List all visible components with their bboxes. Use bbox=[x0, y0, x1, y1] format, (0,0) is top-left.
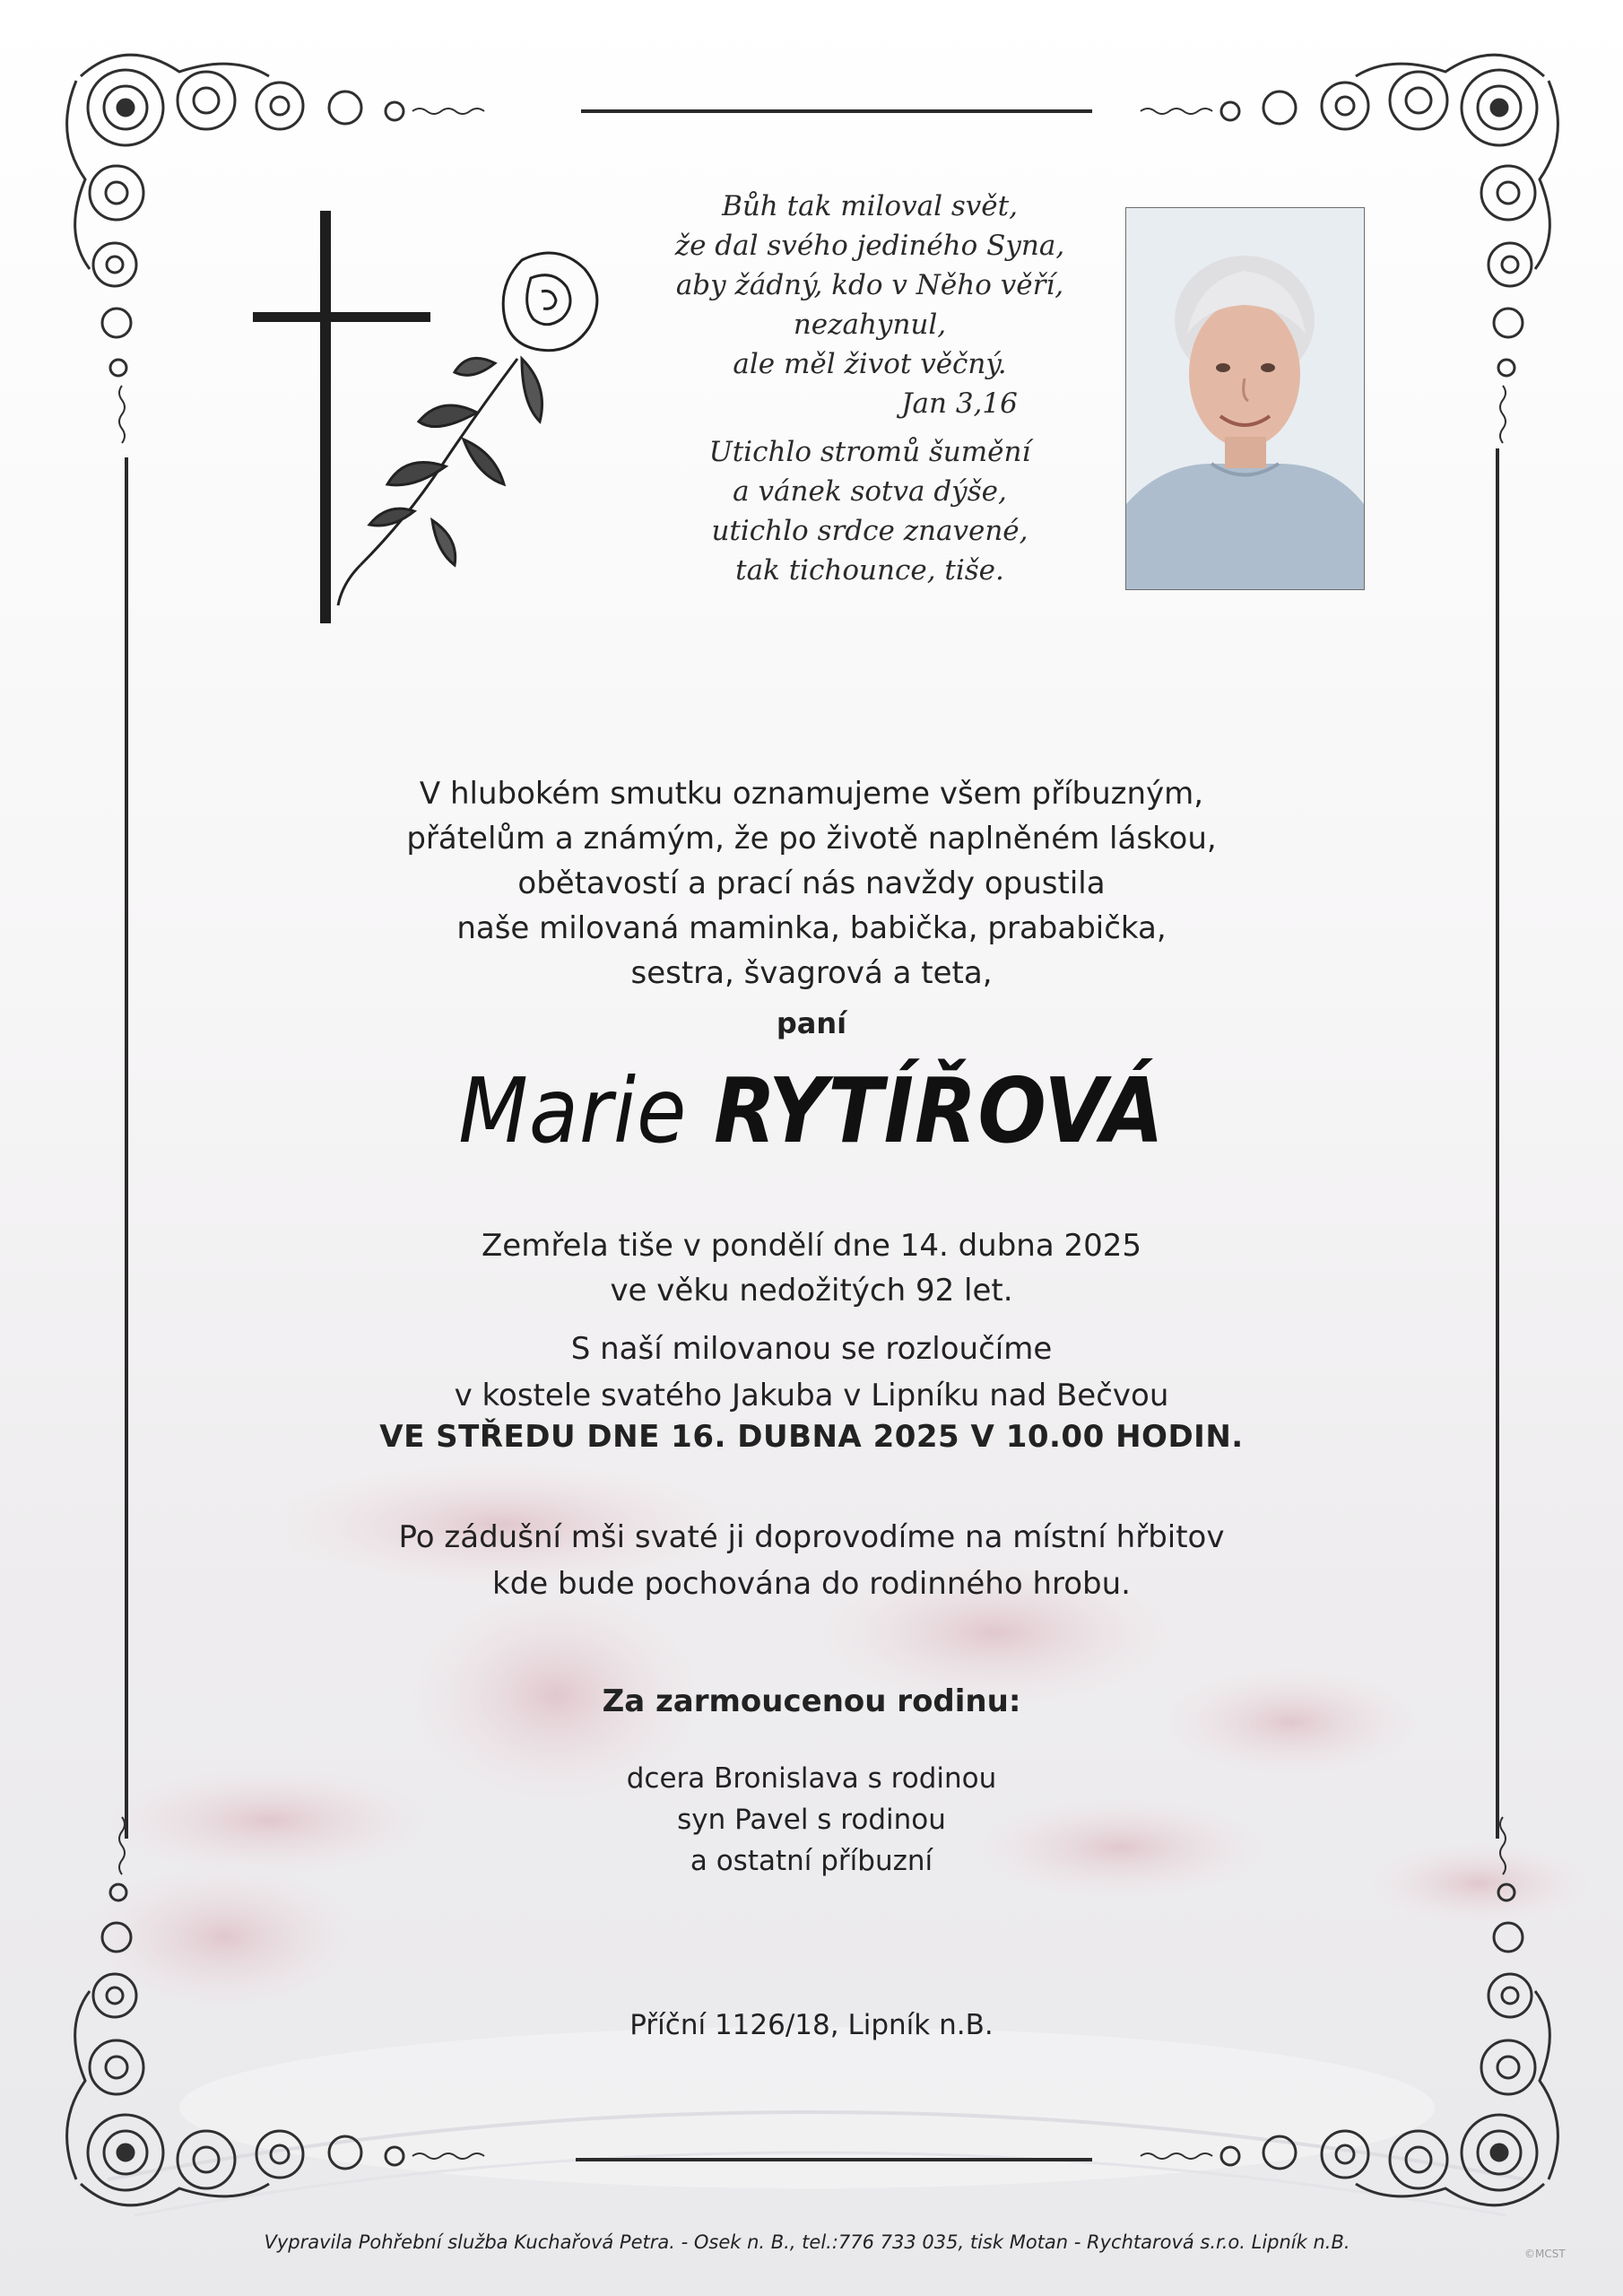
poem-line: tak tichounce, tiše. bbox=[735, 554, 1004, 587]
honorific: paní bbox=[776, 1006, 847, 1040]
announcement-line: sestra, švagrová a teta, bbox=[630, 955, 993, 991]
portrait-image bbox=[1126, 208, 1364, 589]
funeral-datetime: VE STŘEDU DNE 16. DUBNA 2025 V 10.00 HODIN. bbox=[379, 1419, 1244, 1455]
family-member: syn Pavel s rodinou bbox=[677, 1804, 946, 1836]
family-heading: Za zarmoucenou rodinu: bbox=[602, 1683, 1021, 1719]
announcement-line: obětavostí a prací nás navždy opustila bbox=[517, 865, 1106, 901]
death-line: Zemřela tiše v pondělí dne 14. dubna 2025 bbox=[481, 1228, 1141, 1264]
portrait-photo bbox=[1125, 207, 1365, 590]
announcement-line: naše milovaná maminka, babička, prababička, bbox=[456, 910, 1167, 946]
deceased-name bbox=[273, 1058, 1350, 1163]
burial-info bbox=[273, 1514, 1350, 1607]
death-info bbox=[273, 1223, 1350, 1313]
verse-line: Bůh tak miloval svět, bbox=[722, 190, 1018, 222]
memorial-poem bbox=[619, 432, 1121, 590]
verse-line: nezahynul, bbox=[793, 309, 947, 341]
cross-with-rose-icon bbox=[253, 206, 629, 632]
announcement-text bbox=[273, 771, 1350, 996]
verse-line: ale měl život věčný. bbox=[733, 348, 1007, 380]
first-name: Marie bbox=[458, 1058, 688, 1163]
surname: RYTÍŘOVÁ bbox=[713, 1058, 1165, 1163]
bible-verse bbox=[619, 187, 1121, 423]
farewell-info bbox=[273, 1326, 1350, 1419]
death-line: ve věku nedožitých 92 let. bbox=[610, 1273, 1013, 1309]
poem-line: utichlo srdce znavené, bbox=[711, 515, 1028, 547]
farewell-line: v kostele svatého Jakuba v Lipníku nad Bečvou bbox=[454, 1378, 1169, 1413]
verse-line: že dal svého jediného Syna, bbox=[674, 230, 1065, 262]
family-member: dcera Bronislava s rodinou bbox=[626, 1762, 997, 1795]
poem-line: Utichlo stromů šumění bbox=[708, 436, 1031, 468]
announcement-line: přátelům a známým, že po životě naplněném láskou, bbox=[406, 821, 1217, 857]
burial-line: Po zádušní mši svaté ji doprovodíme na místní hřbitov bbox=[398, 1519, 1225, 1555]
burial-line: kde bude pochována do rodinného hrobu. bbox=[492, 1566, 1131, 1602]
verse-line: aby žádný, kdo v Něho věří, bbox=[675, 269, 1064, 301]
announcement-line: V hlubokém smutku oznamujeme všem příbuzným, bbox=[419, 776, 1204, 812]
family-address: Příční 1126/18, Lipník n.B. bbox=[629, 2009, 994, 2041]
poem-line: a vánek sotva dýše, bbox=[733, 475, 1007, 508]
family-list bbox=[273, 1758, 1350, 1882]
farewell-line: S naší milovanou se rozloučíme bbox=[570, 1331, 1053, 1367]
maker-mark: ©MCST bbox=[1524, 2248, 1566, 2260]
verse-reference: Jan 3,16 bbox=[901, 387, 1018, 420]
printer-footer: Vypravila Pohřební služba Kuchařová Petra. - Osek n. B., tel.:776 733 035, tisk Motan - Rychtarová s.r.o. Lipník n.B. bbox=[264, 2231, 1350, 2253]
family-member: a ostatní příbuzní bbox=[690, 1845, 933, 1877]
